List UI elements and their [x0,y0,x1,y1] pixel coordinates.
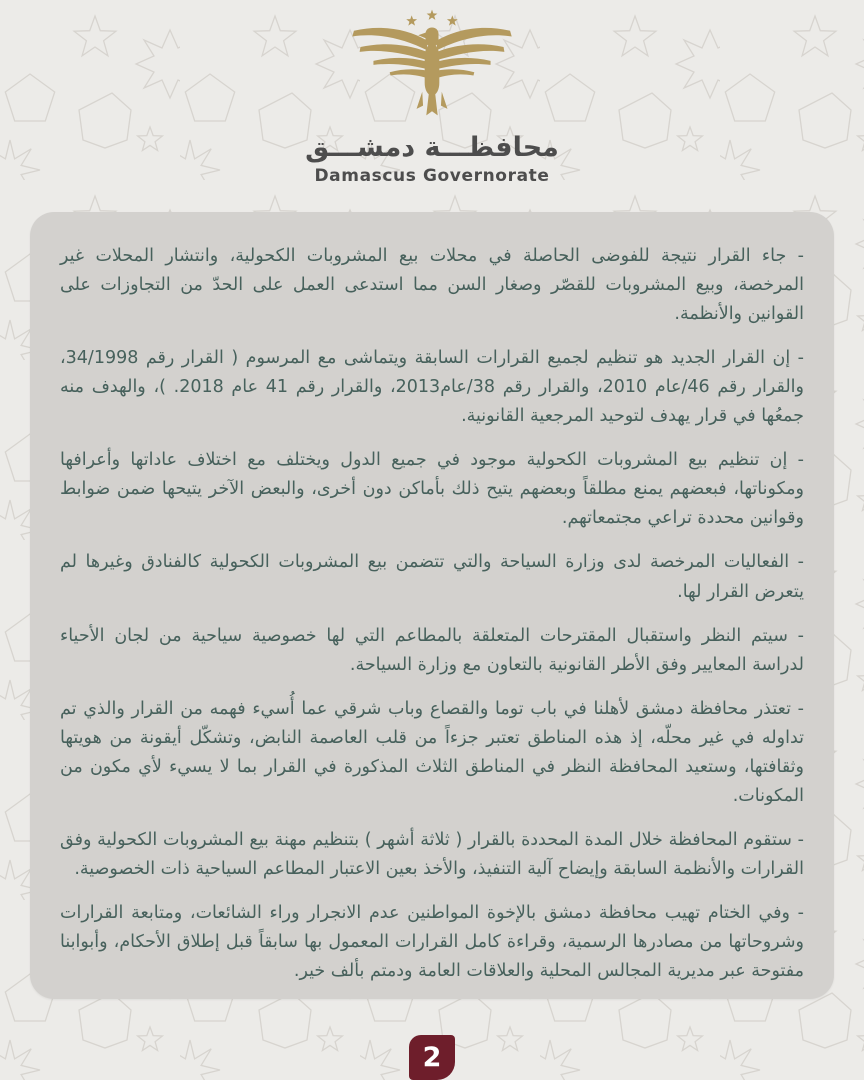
page-number-badge: 2 [409,1035,455,1080]
eagle-emblem-icon [342,8,522,130]
star-icon [447,15,458,25]
announcement-paragraph: - سيتم النظر واستقبال المقترحات المتعلقة بالمطاعم التي لها خصوصية سياحية من لجان الأحياء لدراسة المعايير وفق الأطر القانونية بالتعاون مع وزارة السياحة. [60,625,804,675]
governorate-title-arabic: محافظـــة دمشـــق [305,132,559,163]
announcement-paragraph: - الفعاليات المرخصة لدى وزارة السياحة والتي تتضمن بيع المشروبات الكحولية كالفنادق وغيرها لم يتعرض القرار لها. [60,552,804,602]
announcement-paragraph: - إن تنظيم بيع المشروبات الكحولية موجود في جميع الدول ويختلف مع اختلاف عاداتها وأعرافها ومكوناتها، فبعضهم يمنع مطلقاً وبعضهم يتيح ذلك بأماكن دون أخرى، والبعض الآخر يتيحها ضمن ضوابط وقوانين محددة تراعي مجتمعاتهم. [60,450,804,529]
announcement-paragraph: - جاء القرار نتيجة للفوضى الحاصلة في محلات بيع المشروبات الكحولية، وانتشار المحلات غير المرخصة، وبيع المشروبات للقصّر وصغار السن مما استدعى العمل على الحدّ من التجاوزات على القوانين والأنظمة. [60,246,804,325]
header [305,8,559,186]
star-icon [427,10,438,20]
announcement-paragraph: - ستقوم المحافظة خلال المدة المحددة بالقرار ( ثلاثة أشهر ) بتنظيم مهنة بيع المشروبات الكحولية وفق القرارات والأنظمة السابقة وإيضاح آلية التنفيذ، والأخذ بعين الاعتبار المطاعم السياحية ذات الخصوصية. [60,829,804,879]
announcement-paragraph: - وفي الختام تهيب محافظة دمشق بالإخوة المواطنين عدم الانجرار وراء الشائعات، ومتابعة القرارات وشروحاتها من مصادرها الرسمية، وقراءة كامل القرارات المعمول بها سابقاً قبل إطلاق الأحكام، وأبوابنا مفتوحة عبر مديرية المجالس المحلية والعلاقات العامة ودمتم بألف خير. [60,902,804,982]
announcement-text [60,242,804,986]
announcement-panel [30,212,834,999]
announcement-paragraph: - إن القرار الجديد هو تنظيم لجميع القرارات السابقة ويتماشى مع المرسوم ( القرار رقم 34/1998، والقرار رقم 46/عام 2010، والقرار رقم 38/عام2013، والقرار رقم 41 عام 2018. )، والهدف منه جمعُها في قرار يهدف لتوحيد المرجعية القانونية. [60,348,804,427]
governorate-title-english: Damascus Governorate [314,166,550,187]
star-icon [406,15,417,25]
announcement-paragraph: - تعتذر محافظة دمشق لأهلنا في باب توما والقصاع وباب شرقي عما أُسيء فهمه من القرار والذي تم تداوله في غير محلّه، إذ هذه المناطق تعتبر جزءاً من قلب العاصمة النابض، وتشكّل أيقونة من هويتها وثقافتها، وستعيد المحافظة النظر في المناطق الثلاث المذكورة في القرار بما لا يسيء لأي مكون من المكونات. [60,698,804,806]
